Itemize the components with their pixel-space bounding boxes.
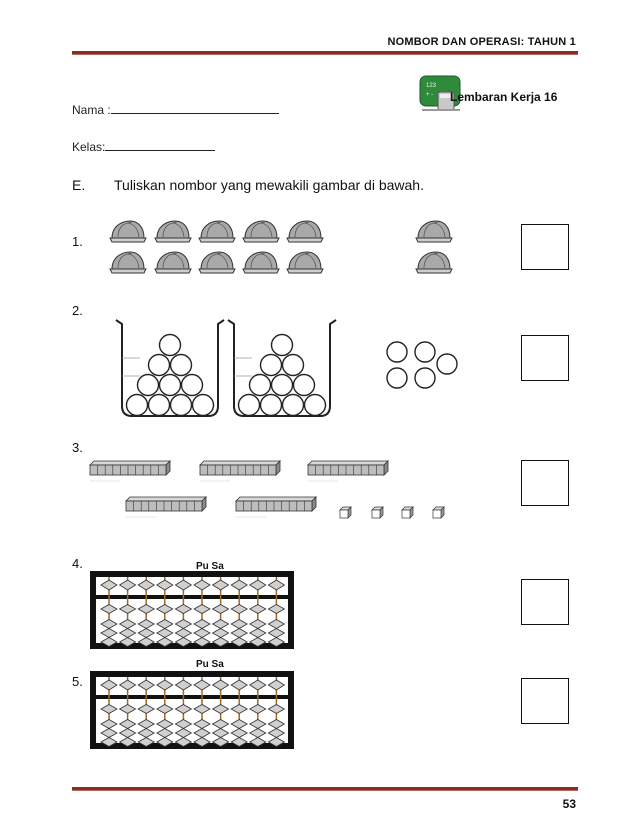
rod-icon bbox=[200, 461, 280, 481]
cube-icon bbox=[340, 507, 351, 518]
page-number: 53 bbox=[562, 797, 576, 811]
cube-icon bbox=[402, 507, 413, 518]
abacus-icon bbox=[92, 573, 292, 647]
abacus-beam bbox=[96, 595, 288, 599]
rod-icon bbox=[126, 497, 206, 517]
worksheet-label: Lembaran Kerja 16 bbox=[450, 90, 558, 104]
abacus-icon bbox=[92, 673, 292, 747]
section-instruction: Tuliskan nombor yang mewakili gambar di bawah. bbox=[114, 177, 424, 193]
section-letter: E. bbox=[72, 177, 86, 193]
cube-icon bbox=[433, 507, 444, 518]
question-number: 3. bbox=[72, 440, 83, 455]
name-label: Nama : bbox=[72, 103, 111, 117]
question-number: 2. bbox=[72, 303, 83, 318]
question-number: 5. bbox=[72, 674, 83, 689]
abacus-label: Pu Sa bbox=[196, 561, 224, 572]
rod-icon bbox=[236, 497, 316, 517]
cube-icon bbox=[372, 507, 383, 518]
abacus-beam bbox=[96, 695, 288, 699]
class-label: Kelas: bbox=[72, 140, 106, 154]
question-number: 1. bbox=[72, 234, 83, 249]
abacus-label: Pu Sa bbox=[196, 659, 224, 670]
svg-text:+ -: + - bbox=[426, 92, 434, 98]
rod-icon bbox=[308, 461, 388, 481]
rod-icon bbox=[90, 461, 170, 481]
question-number: 4. bbox=[72, 556, 83, 571]
header-title: NOMBOR DAN OPERASI: TAHUN 1 bbox=[387, 36, 576, 48]
footer-rule bbox=[72, 787, 578, 791]
svg-text:123: 123 bbox=[426, 83, 437, 89]
